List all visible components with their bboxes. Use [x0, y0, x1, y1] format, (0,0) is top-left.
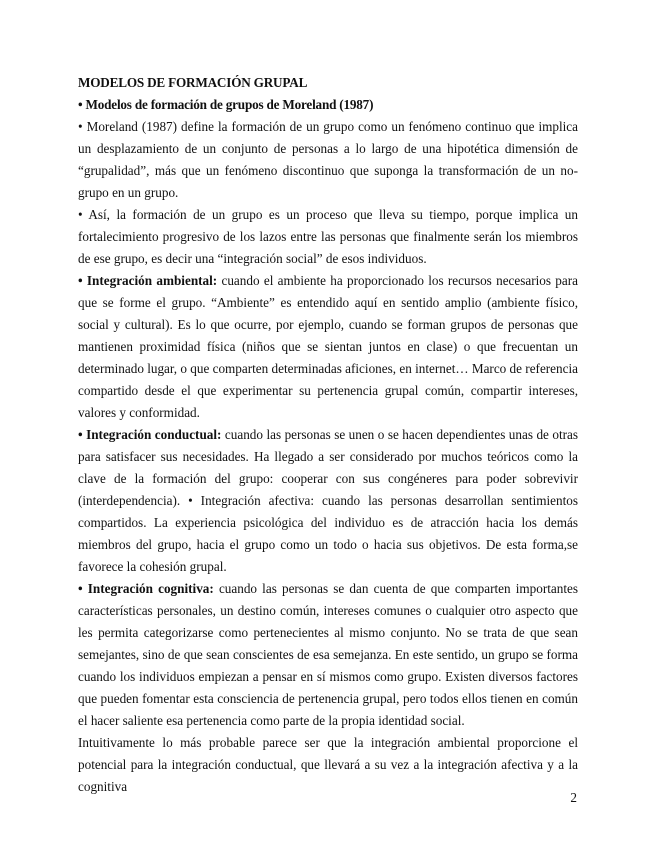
document-title: MODELOS DE FORMACIÓN GRUPAL: [78, 75, 308, 90]
paragraph-text: cuando el ambiente ha proporcionado los recursos necesarios para que se forme el grupo. “Ambiente” es entendido aquí en sentido amplio (ambiente físico, social y cultural). Es lo que ocurre, por ejemplo, cuando se forman grupos de personas que mantienen proximidad física (niños que se sientan juntos en clase) o que frecuentan un determinado lugar, o que comparten determinadas aficiones, en internet… Marco de referencia compartido desde el que experimentar su pertenencia grupal común, compartir intereses, valores y conformidad.: [78, 273, 579, 420]
paragraph-environmental-integration: [78, 270, 578, 424]
paragraph-behavioral-integration: [78, 424, 578, 578]
paragraph-bold-lead: • Integración cognitiva:: [78, 581, 214, 596]
page-number: 2: [570, 790, 577, 805]
paragraph-conclusion: [78, 732, 578, 798]
document-page: [78, 72, 578, 798]
paragraph-text: cuando las personas se dan cuenta de que comparten importantes características personales, un destino común, intereses comunes o cualquier otro aspecto que les permita categorizarse como pertenecientes al mismo conjunto. No se trata de que sean semejantes, sino de que sean conscientes de esa semejanza. En este sentido, un grupo se forma cuando los individuos empiezan a pensar en sí mismos como grupo. Existen diversos factores que pueden fomentar esta consciencia de pertenencia grupal, pero todos ellos tienen en común el hacer saliente esa pertenencia como parte de la propia identidad social.: [78, 581, 578, 728]
paragraph-text: cuando las personas se unen o se hacen dependientes unas de otras para satisfacer sus necesidades. Ha llegado a ser considerado por muchos teóricos como la clave de la formación del grupo: cooperar con sus congéneres para poder sobrevivir (interdependencia). • Integración afectiva: cuando las personas desarrollan sentimientos compartidos. La experiencia psicológica del individuo es de atracción hacia los demás miembros del grupo, hacia el grupo como un todo o hacia sus objetivos. De esta forma,se favorece la cohesión grupal.: [78, 427, 578, 574]
paragraph-text: • Moreland (1987) define la formación de un grupo como un fenómeno continuo que implica un desplazamiento de un conjunto de personas a lo largo de una hipotética dimensión de “grupalidad”, más que un fenómeno discontinuo que suponga la transformación de un no-grupo en un grupo.: [78, 119, 578, 200]
paragraph-bold-lead: • Integración ambiental:: [78, 273, 218, 288]
paragraph-cognitive-integration: [78, 578, 578, 732]
paragraph-bold-lead: • Integración conductual:: [78, 427, 222, 442]
paragraph-social-integration: [78, 204, 578, 270]
section-subtitle: • Modelos de formación de grupos de Moreland (1987): [78, 97, 374, 112]
paragraph-moreland-definition: [78, 116, 578, 204]
paragraph-text: Intuitivamente lo más probable parece ser que la integración ambiental proporcione el potencial para la integración conductual, que llevará a su vez a la integración afectiva y a la cognitiva: [78, 735, 578, 794]
paragraph-text: • Así, la formación de un grupo es un proceso que lleva su tiempo, porque implica un fortalecimiento progresivo de los lazos entre las personas que finalmente serán los miembros de ese grupo, es decir una “integración social” de esos individuos.: [78, 207, 578, 266]
